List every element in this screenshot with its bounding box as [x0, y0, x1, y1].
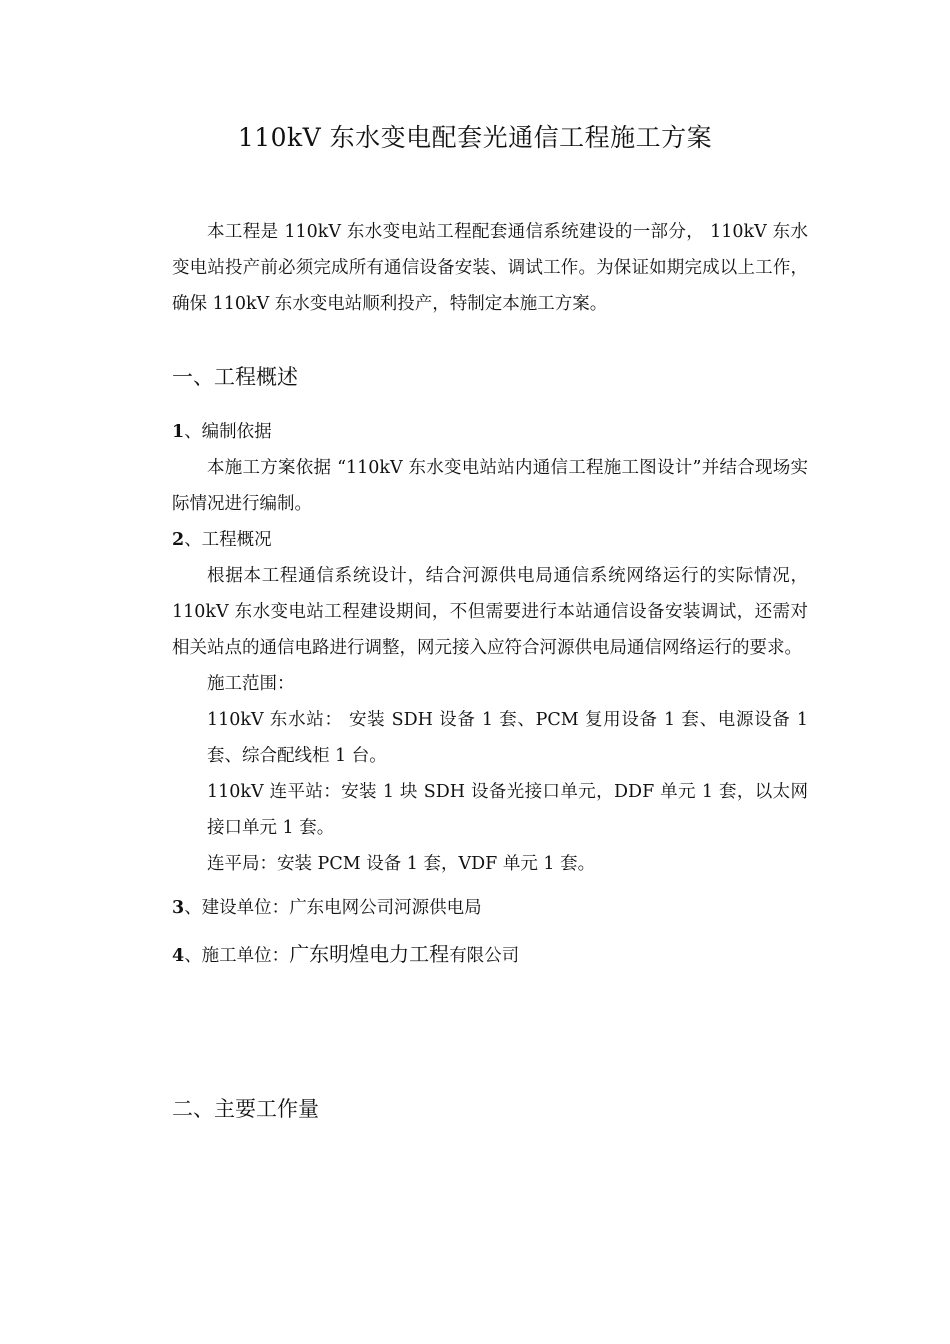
spacer: [172, 926, 808, 936]
section-heading-overview: 一、工程概述: [172, 365, 298, 389]
scope-item-dongshui: 110kV 东水站： 安装 SDH 设备 1 套、PCM 复用设备 1 套、电源设备 1 套、综合配线柜 1 台。: [207, 710, 808, 766]
scope-item-lianping-bureau: 连平局：安装 PCM 设备 1 套，VDF 单元 1 套。: [207, 854, 596, 874]
item-number: 3: [172, 898, 185, 918]
subheading-basis: [172, 414, 808, 450]
document-body: [172, 214, 808, 1124]
item-number: 2: [172, 530, 185, 550]
intro-paragraph: 本工程是 110kV 东水变电站工程配套通信系统建设的一部分， 110kV 东水变电站投产前必须完成所有通信设备安装、调试工作。为保证如期完成以上工作，确保 110kV 东水变电站顺利投产，特制定本施工方案。: [172, 222, 808, 314]
contractor-value-suffix: 有限公司: [449, 946, 520, 966]
subheading-contractor: [172, 936, 808, 974]
spacer: [172, 882, 808, 890]
subheading-overview: [172, 522, 808, 558]
overview-paragraph: 根据本工程通信系统设计，结合河源供电局通信系统网络运行的实际情况，110kV 东水变电站工程建设期间，不但需要进行本站通信设备安装调试，还需对相关站点的通信电路进行调整，网元接入应符合河源供电局通信网络运行的要求。: [172, 566, 808, 658]
spacer: [172, 974, 808, 1094]
section-heading-workload: 二、主要工作量: [172, 1097, 319, 1121]
item-label: 、工程概况: [184, 530, 272, 550]
item-label: 、施工单位：: [184, 946, 290, 966]
scope-item-lianping-station: 110kV 连平站：安装 1 块 SDH 设备光接口单元，DDF 单元 1 套，以太网接口单元 1 套。: [207, 782, 808, 838]
contractor-value-main: 广东明煌电力工程: [289, 942, 450, 966]
item-number: 4: [172, 946, 185, 966]
spacer: [172, 322, 808, 362]
basis-paragraph: 本施工方案依据 “110kV 东水变电站站内通信工程施工图设计”并结合现场实际情况进行编制。: [172, 458, 808, 514]
subheading-owner: [172, 890, 808, 926]
document-title: 110kV 东水变电配套光通信工程施工方案: [237, 123, 713, 152]
item-number: 1: [172, 422, 185, 442]
spacer: [172, 392, 808, 414]
item-label: 、建设单位：: [184, 898, 290, 918]
scope-label: 施工范围：: [207, 674, 295, 694]
item-label: 、编制依据: [184, 422, 272, 442]
owner-value: 广东电网公司河源供电局: [289, 898, 482, 918]
